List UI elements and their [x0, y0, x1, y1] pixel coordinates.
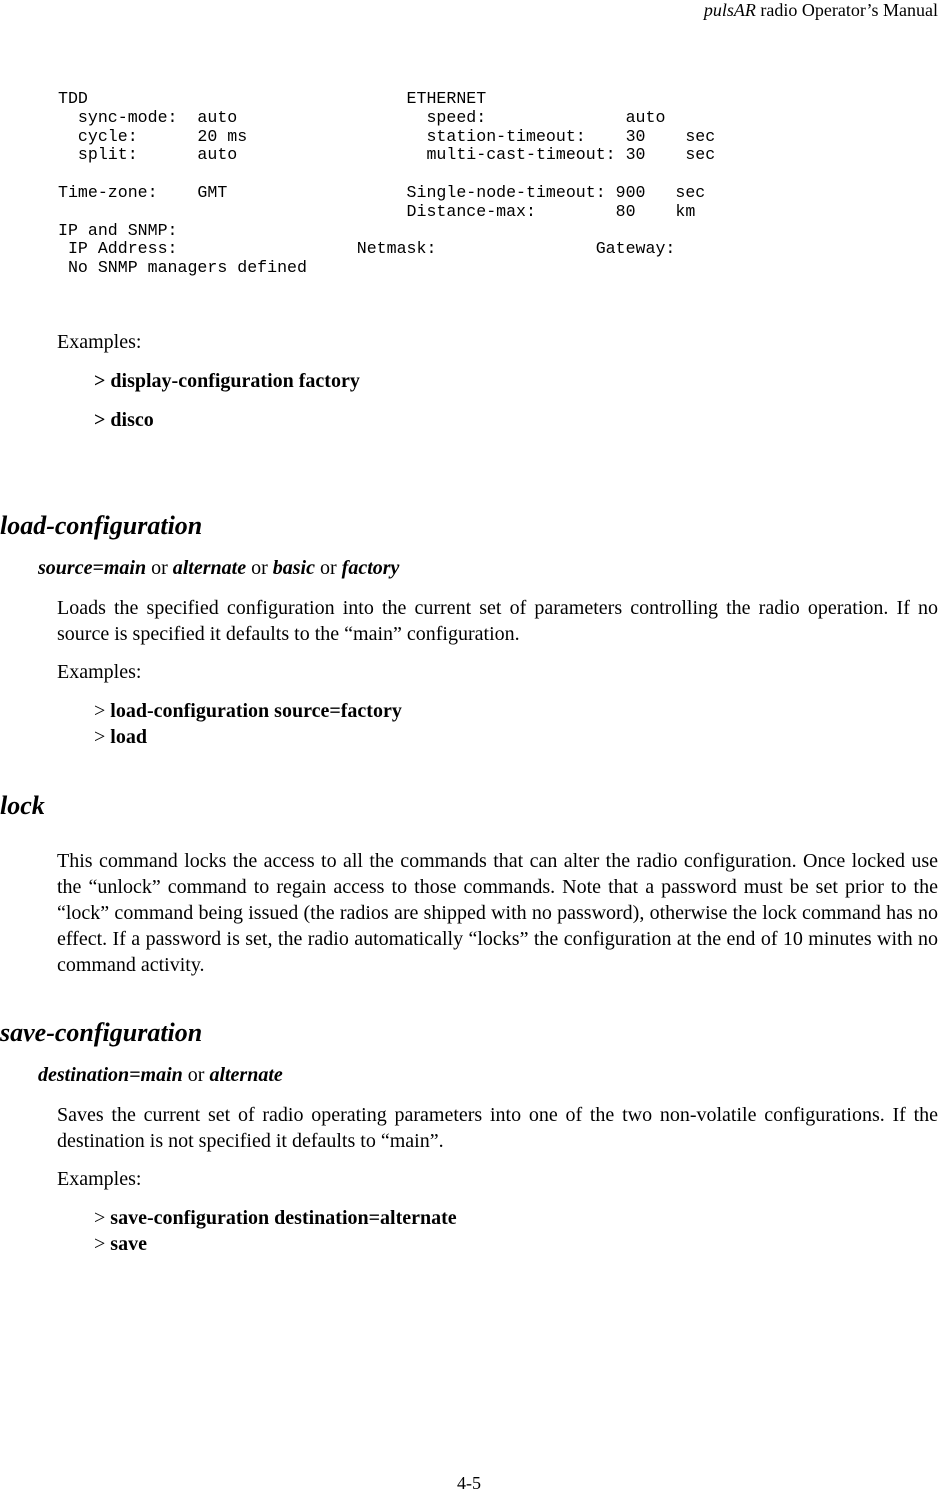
load-configuration-description: Loads the specified configuration into the current set of parameters controlling the radio operation. If no source is specified it defaults to the “main” configuration.	[57, 597, 938, 645]
lock-description: This command locks the access to all the commands that can alter the radio configuration. Once locked use the “unlock” command to regain access to those commands. Note that a password must be set prior to the “lock” command being issued (the radios are shipped with no password), otherwise the lock command has no effect. If a password is set, the radio automatically “locks” the configuration at the end of 10 minutes with no command activity.	[57, 850, 938, 976]
example-command: > disco	[94, 409, 154, 431]
display-examples-label: Examples:	[57, 331, 142, 353]
section-title-save-configuration: save-configuration	[0, 1018, 203, 1047]
header-brand: pulsAR	[703, 0, 756, 20]
example-command: > save-configuration destination=alternate	[94, 1207, 457, 1229]
page-number: 4-5	[457, 1473, 481, 1493]
section-title-lock: lock	[0, 791, 45, 820]
save-configuration-description: Saves the current set of radio operating parameters into one of the two non-volatile configurations. If the destination is not specified it defaults to “main”.	[57, 1104, 938, 1152]
example-command: > load-configuration source=factory	[94, 700, 402, 722]
example-command: > display-configuration factory	[94, 370, 360, 392]
header-title: radio Operator’s Manual	[755, 0, 938, 20]
save-examples-label: Examples:	[57, 1168, 142, 1190]
configuration-display-output: TDD ETHERNET sync-mode: auto speed: auto cycle: 20 ms station-timeout: 30 sec split: auto multi-cast-timeout: 30 sec Time-zone: GMT Single-node-timeout: 900 sec Distance-max: 80 km IP and SNMP: IP Address: Netmask: Gateway: No SNMP managers defined	[58, 89, 716, 278]
load-configuration-syntax: source=main or alternate or basic or factory	[38, 557, 400, 579]
section-title-load-configuration: load-configuration	[0, 511, 203, 540]
save-configuration-syntax: destination=main or alternate	[38, 1064, 283, 1086]
example-command: > load	[94, 726, 147, 748]
load-examples-label: Examples:	[57, 661, 142, 683]
example-command: > save	[94, 1233, 147, 1255]
page-header	[704, 0, 938, 20]
